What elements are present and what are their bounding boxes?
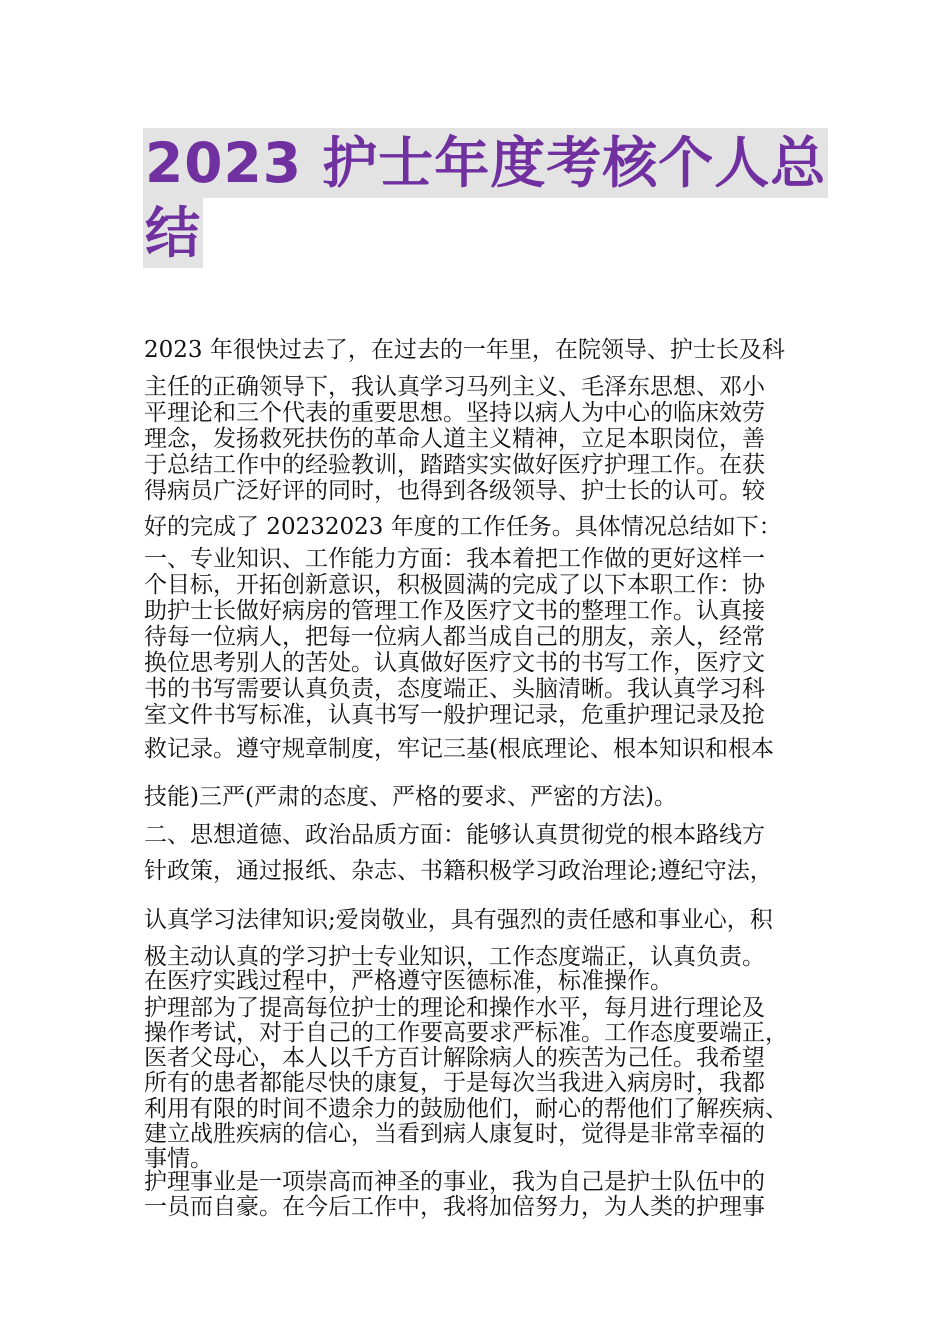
body-line: 利用有限的时间不遗余力的鼓励他们，耐心的帮他们了解疾病、 — [144, 1096, 788, 1122]
body-line: 书的书写需要认真负责，态度端正、头脑清晰。我认真学习科 — [144, 676, 765, 702]
title-line-1: 2023 护士年度考核个人总 — [143, 128, 828, 198]
body-line: 平理论和三个代表的重要思想。坚持以病人为中心的临床效劳 — [144, 400, 765, 426]
body-line: 2023 年很快过去了，在过去的一年里，在院领导、护士长及科 — [144, 337, 785, 363]
body-line: 在医疗实践过程中，严格遵守医德标准，标准操作。 — [144, 968, 673, 994]
body-line: 护理部为了提高每位护士的理论和操作水平，每月进行理论及 — [144, 995, 765, 1021]
body-line: 于总结工作中的经验教训，踏踏实实做好医疗护理工作。在获 — [144, 452, 765, 478]
body-line: 所有的患者都能尽快的康复，于是每次当我进入病房时，我都 — [144, 1070, 765, 1096]
body-line: 救记录。遵守规章制度，牢记三基(根底理论、根本知识和根本 — [144, 736, 774, 762]
body-line: 一员而自豪。在今后工作中，我将加倍努力，为人类的护理事 — [144, 1194, 765, 1220]
body-line: 技能)三严(严肃的态度、严格的要求、严密的方法)。 — [144, 784, 677, 810]
body-line: 个目标，开拓创新意识，积极圆满的完成了以下本职工作：协 — [144, 572, 765, 598]
body-line: 极主动认真的学习护士专业知识，工作态度端正，认真负责。 — [144, 944, 765, 970]
body-line: 一、专业知识、工作能力方面：我本着把工作做的更好这样一 — [144, 546, 765, 572]
body-line: 操作考试，对于自己的工作要高要求严标准。工作态度要端正， — [144, 1020, 788, 1046]
body-line: 好的完成了 20232023 年度的工作任务。具体情况总结如下： — [144, 514, 782, 540]
body-line: 事情。 — [144, 1146, 213, 1172]
document-title — [143, 128, 827, 268]
body-line: 助护士长做好病房的管理工作及医疗文书的整理工作。认真接 — [144, 598, 765, 624]
body-line: 待每一位病人，把每一位病人都当成自己的朋友，亲人，经常 — [144, 624, 765, 650]
body-line: 针政策，通过报纸、杂志、书籍积极学习政治理论;遵纪守法， — [144, 858, 773, 884]
body-line: 护理事业是一项崇高而神圣的事业，我为自己是护士队伍中的 — [144, 1169, 765, 1195]
body-line: 得病员广泛好评的同时，也得到各级领导、护士长的认可。较 — [144, 478, 765, 504]
body-line: 换位思考别人的苦处。认真做好医疗文书的书写工作，医疗文 — [144, 650, 765, 676]
body-line: 室文件书写标准，认真书写一般护理记录，危重护理记录及抢 — [144, 702, 765, 728]
body-line: 理念，发扬救死扶伤的革命人道主义精神，立足本职岗位，善 — [144, 426, 765, 452]
body-line: 建立战胜疾病的信心，当看到病人康复时，觉得是非常幸福的 — [144, 1121, 765, 1147]
body-line: 主任的正确领导下，我认真学习马列主义、毛泽东思想、邓小 — [144, 374, 765, 400]
body-line: 医者父母心，本人以千方百计解除病人的疾苦为己任。我希望 — [144, 1045, 765, 1071]
body-line: 认真学习法律知识;爱岗敬业，具有强烈的责任感和事业心，积 — [144, 907, 773, 933]
title-line-2: 结 — [143, 198, 203, 268]
body-line: 二、思想道德、政治品质方面：能够认真贯彻党的根本路线方 — [144, 822, 765, 848]
